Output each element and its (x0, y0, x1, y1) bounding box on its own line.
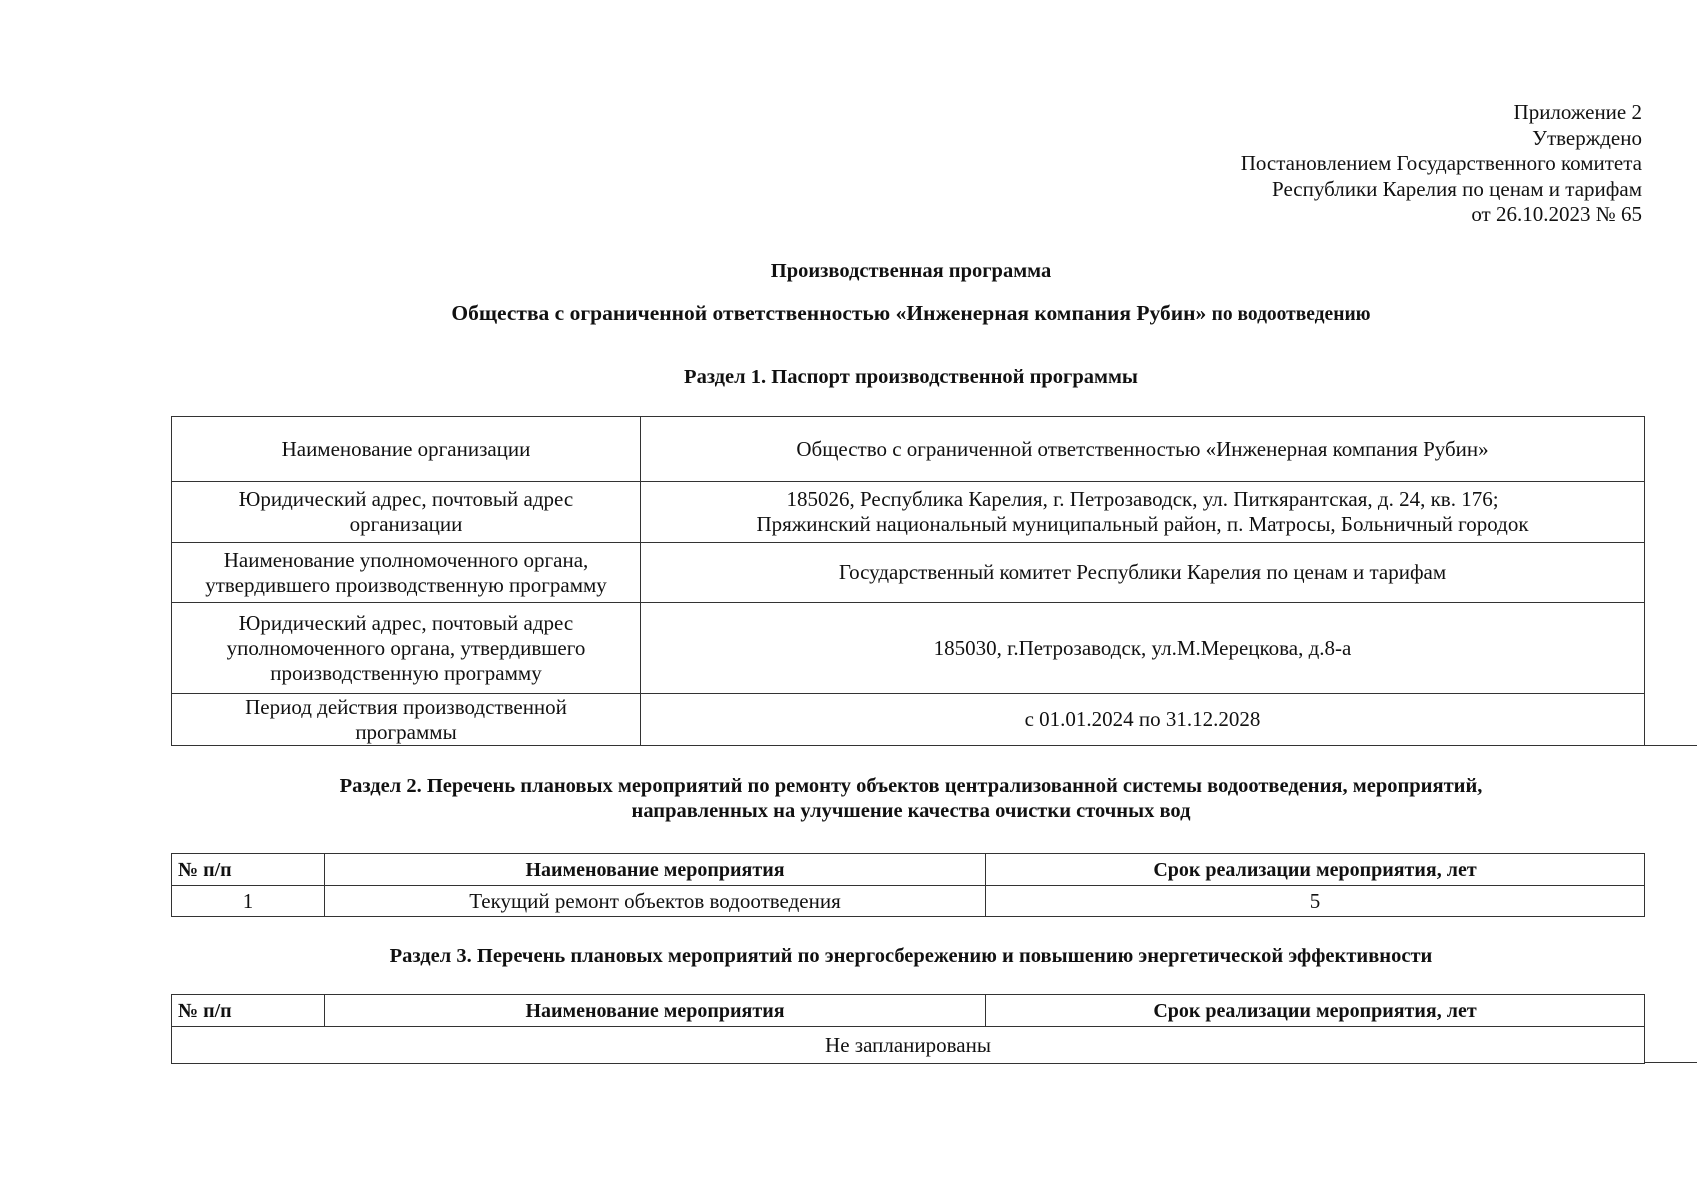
program-subtitle (0, 301, 1697, 326)
approval-approved: Утверждено (1532, 125, 1642, 150)
section3-heading: Раздел 3. Перечень плановых мероприятий по энергосбережению и повышению энергетической эффективности (389, 945, 1433, 967)
passport-value: Государственный комитет Республики Карелия по ценам и тарифам (641, 543, 1645, 603)
column-header-name: Наименование мероприятия (325, 854, 986, 886)
table-row (172, 543, 1645, 603)
passport-label: Наименование уполномоченного органа, утвердившего производственную программу (172, 543, 641, 603)
row-term: 5 (986, 886, 1645, 917)
passport-value: 185030, г.Петрозаводск, ул.М.Мерецкова, д.8-а (641, 603, 1645, 694)
column-header-number: № п/п (172, 995, 325, 1027)
column-header-name: Наименование мероприятия (325, 995, 986, 1027)
table-rule-extension (1644, 745, 1697, 746)
table-rule-extension (1644, 1062, 1697, 1063)
section1-heading: Раздел 1. Паспорт производственной программы (684, 366, 1138, 388)
approval-date-number: от 26.10.2023 № 65 (1471, 202, 1642, 226)
column-header-number: № п/п (172, 854, 325, 886)
table-row (172, 482, 1645, 543)
passport-value: Общество с ограниченной ответственностью «Инженерная компания Рубин» (641, 417, 1645, 482)
table-header-row (172, 995, 1645, 1027)
program-subtitle-suffix: по водоотведению (1211, 304, 1371, 325)
table-row (172, 886, 1645, 917)
row-measure-name: Текущий ремонт объектов водоотведения (325, 886, 986, 917)
approval-committee: Республики Карелия по ценам и тарифам (1272, 176, 1642, 201)
column-header-term: Срок реализации мероприятия, лет (986, 854, 1645, 886)
section2-heading-line2: направленных на улучшение качества очистки сточных вод (631, 800, 1191, 822)
approval-appendix: Приложение 2 (1513, 100, 1642, 124)
column-header-term: Срок реализации мероприятия, лет (986, 995, 1645, 1027)
energy-measures-table (171, 994, 1645, 1064)
passport-label: Юридический адрес, почтовый адрес уполномоченного органа, утвердившего производственную программу (172, 603, 641, 694)
program-title: Производственная программа (770, 260, 1052, 282)
table-row (172, 603, 1645, 694)
table-row (172, 1027, 1645, 1064)
row-number: 1 (172, 886, 325, 917)
approval-resolution: Постановлением Государственного комитета (1240, 151, 1642, 175)
not-planned-note: Не запланированы (172, 1027, 1645, 1064)
passport-label: Наименование организации (172, 417, 641, 482)
passport-value: с 01.01.2024 по 31.12.2028 (641, 694, 1645, 746)
passport-label: Юридический адрес, почтовый адрес организации (172, 482, 641, 543)
passport-value: 185026, Республика Карелия, г. Петрозаводск, ул. Питкярантская, д. 24, кв. 176; Пряжинский национальный муниципальный район, п. Матросы, Больничный городок (641, 482, 1645, 543)
table-row (172, 694, 1645, 746)
table-header-row (172, 854, 1645, 886)
passport-table (171, 416, 1645, 746)
passport-label: Период действия производственной программы (172, 694, 641, 746)
repair-measures-table (171, 853, 1645, 917)
section2-heading-line1: Раздел 2. Перечень плановых мероприятий по ремонту объектов централизованной системы водоотведения, мероприятий, (339, 775, 1483, 797)
approval-block (1241, 100, 1642, 228)
program-subtitle-main: Общества с ограниченной ответственностью «Инженерная компания Рубин» (451, 301, 1207, 325)
table-row (172, 417, 1645, 482)
